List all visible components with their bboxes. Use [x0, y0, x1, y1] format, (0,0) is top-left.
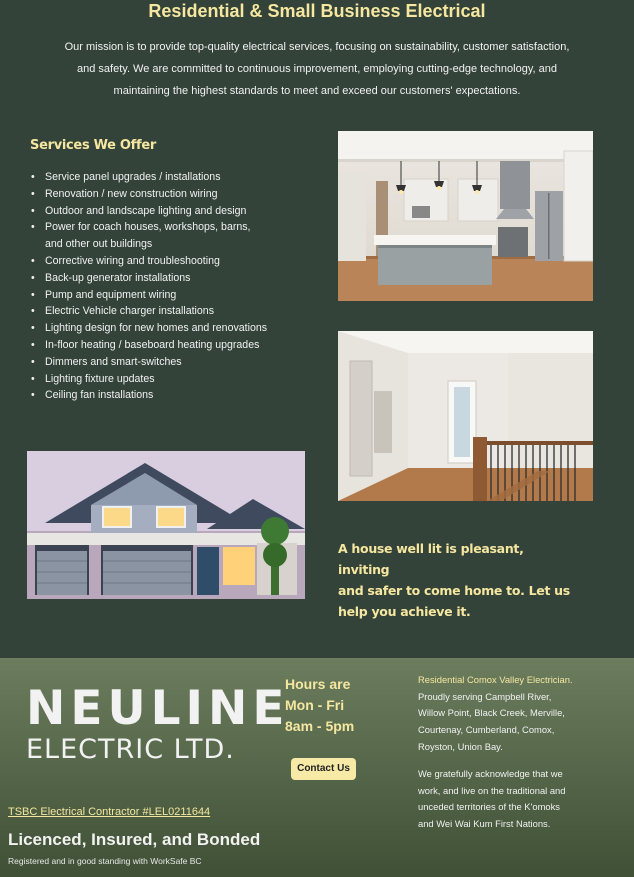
house-illustration [27, 451, 305, 599]
hours-line: Hours are [285, 676, 351, 692]
service-area [418, 672, 614, 756]
service-area-line: Royston, Union Bay. [418, 740, 503, 752]
company-logo [26, 681, 290, 766]
worksafe-note: Registered and in good standing with WorkSafe BC [8, 856, 202, 866]
ack-line: unceded territories of the K'omoks [418, 801, 560, 813]
business-hours [285, 674, 405, 737]
ack-line: We gratefully acknowledge that we [418, 768, 563, 779]
mission-line: Our mission is to provide top-quality electrical services, focusing on sustainability, customer satisfaction, [64, 41, 570, 53]
page-title: Residential & Small Business Electrical [148, 1, 486, 21]
service-item: • Lighting design for new homes and renovations [30, 320, 320, 337]
hours-line: Mon - Fri [285, 697, 345, 713]
contact-us-button[interactable]: Contact Us [291, 758, 356, 780]
service-item: • Corrective wiring and troubleshooting [30, 253, 320, 270]
footer [0, 658, 634, 877]
service-item: • Lighting fixture updates [30, 371, 320, 388]
logo-wordmark-bottom: ELECTRIC LTD. [26, 734, 235, 765]
service-item: • Ceiling fan installations [30, 387, 320, 404]
service-item: • Renovation / new construction wiring [30, 186, 320, 203]
logo-wordmark-top: NEULINE [26, 681, 290, 736]
service-item-text: Power for coach houses, workshops, barns, [45, 221, 251, 234]
services-heading: Services We Offer [30, 138, 157, 153]
land-acknowledgement [418, 766, 614, 833]
service-item: • Back-up generator installations [30, 270, 320, 287]
tsbc-contractor-link[interactable]: TSBC Electrical Contractor #LEL0211644 [8, 806, 211, 818]
service-area-line: Proudly serving Campbell River, [418, 690, 552, 702]
service-item: • Dimmers and smart-switches [30, 354, 320, 371]
service-item-continuation: and other out buildings [45, 238, 153, 251]
hours-line: 8am - 5pm [285, 718, 355, 734]
service-item [30, 219, 320, 253]
mission-line: maintaining the highest standards to meet and exceed our customers' expectations. [113, 85, 521, 97]
mission-line: and safety. We are committed to continuous improvement, employing cutting-edge technology, and [77, 63, 557, 75]
service-area-line: Residential Comox Valley Electrician. [418, 674, 573, 685]
service-item: • Pump and equipment wiring [30, 287, 320, 304]
hallway-photo [338, 331, 593, 501]
service-item: • In-floor heating / baseboard heating upgrades [30, 337, 320, 354]
service-item: • Outdoor and landscape lighting and design [30, 203, 320, 220]
tagline-line: and safer to come home to. Let us [338, 583, 570, 598]
service-item: • Electric Vehicle charger installations [30, 303, 320, 320]
service-area-line: Willow Point, Black Creek, Merville, [418, 707, 565, 719]
ack-line: and Wei Wai Kum First Nations. [418, 818, 551, 830]
kitchen-photo [338, 131, 593, 301]
tagline [338, 538, 578, 622]
house-photo [27, 451, 305, 599]
mission-statement [30, 36, 604, 102]
ack-line: work, and live on the traditional and [418, 784, 566, 796]
service-area-line: Courtenay, Cumberland, Comox, [418, 724, 555, 736]
licenced-heading: Licenced, Insured, and Bonded [8, 830, 261, 849]
tagline-line: help you achieve it. [338, 604, 471, 619]
kitchen-illustration [338, 131, 593, 301]
service-item: • Service panel upgrades / installations [30, 169, 320, 186]
hallway-illustration [338, 331, 593, 501]
tagline-line: A house well lit is pleasant, inviting [338, 541, 524, 577]
services-list [30, 169, 320, 404]
